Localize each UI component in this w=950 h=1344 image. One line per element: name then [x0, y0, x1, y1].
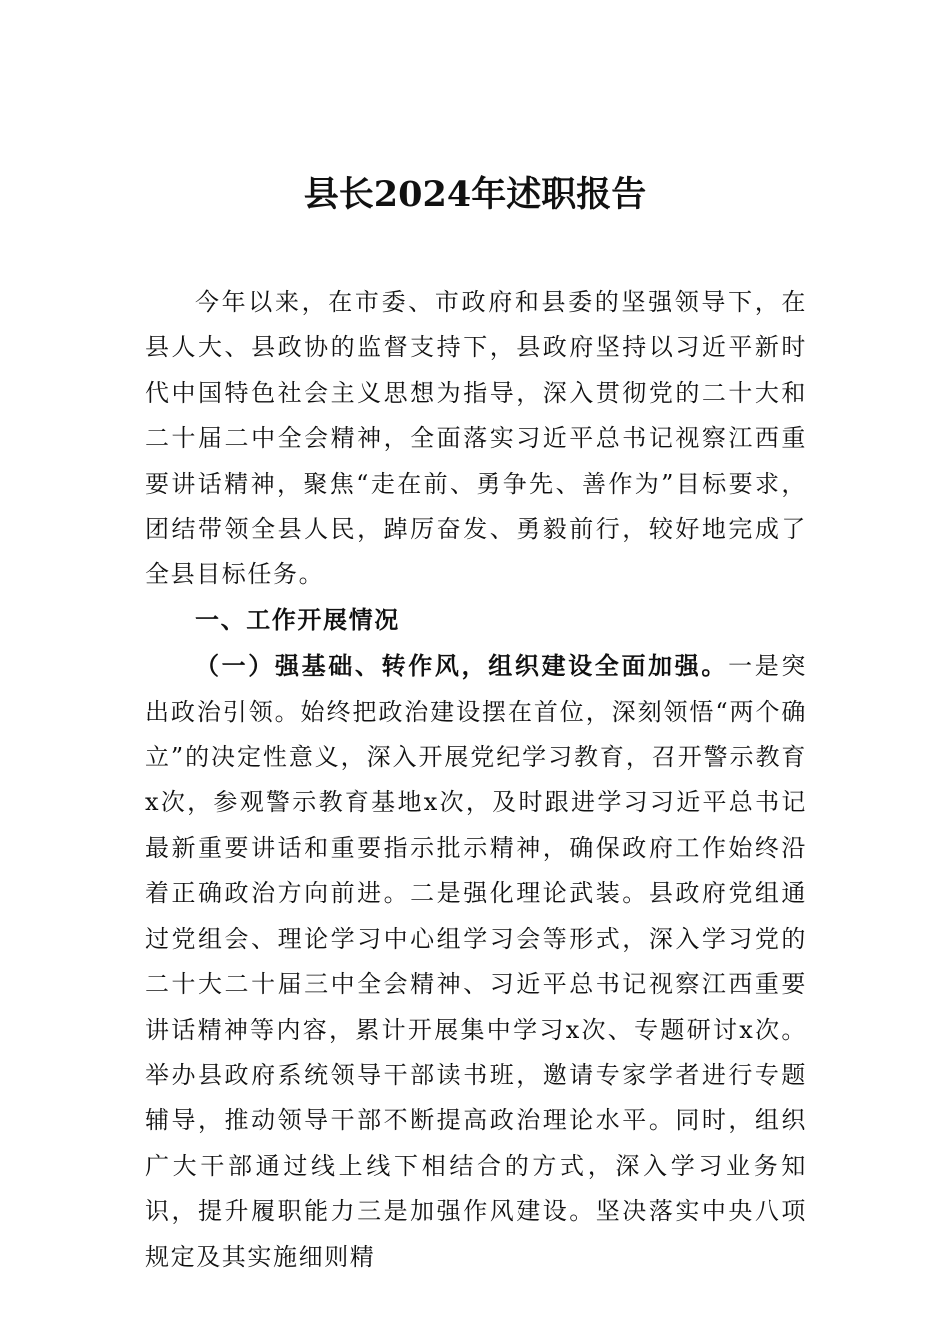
- subsection-body: 一是突出政治引领。始终把政治建设摆在首位，深刻领悟“两个确立”的决定性意义，深入开展党纪学习教育，召开警示教育x次，参观警示教育基地x次，及时跟进学习习近平总书记最新重要讲话和重要指示批示精神，确保政府工作始终沿着正确政治方向前进。二是强化理论武装。县政府党组通过党组会、理论学习中心组学习会等形式，深入学习党的二十大二十届三中全会精神、习近平总书记视察江西重要讲话精神等内容，累计开展集中学习x次、专题研讨x次。举办县政府系统领导干部读书班，邀请专家学者进行专题辅导，推动领导干部不断提高政治理论水平。同时，组织广大干部通过线上线下相结合的方式，深入学习业务知识，提升履职能力三是加强作风建设。坚决落实中央八项规定及其实施细则精: [145, 652, 807, 1271]
- intro-paragraph: 今年以来，在市委、市政府和县委的坚强领导下，在县人大、县政协的监督支持下，县政府坚持以习近平新时代中国特色社会主义思想为指导，深入贯彻党的二十大和二十届二中全会精神，全面落实习近平总书记视察江西重要讲话精神，聚焦“走在前、勇争先、善作为”目标要求，团结带领全县人民，踔厉奋发、勇毅前行，较好地完成了全县目标任务。: [145, 288, 807, 589]
- subsection-heading: （一）强基础、转作风，组织建设全面加强。: [195, 651, 729, 681]
- section-heading: 一、工作开展情况: [195, 605, 400, 634]
- document-body: [145, 280, 807, 1280]
- subsection-paragraph: [145, 643, 807, 1280]
- document-title: 县长2024年述职报告: [303, 174, 647, 215]
